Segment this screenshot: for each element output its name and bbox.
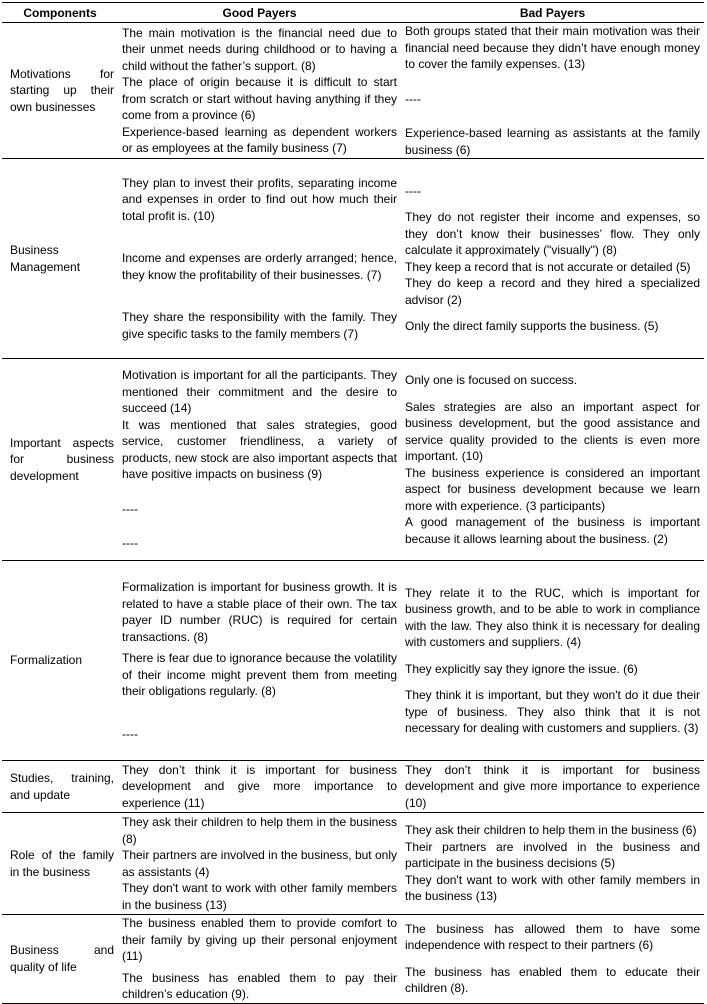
bad-payers-item: ---- [405, 183, 421, 198]
component-label: Important aspects for business development [10, 435, 114, 483]
bad-payers-cell [401, 359, 704, 561]
good-payers-item: They ask their children to help them in the business (8) [122, 815, 397, 846]
table-row-family-role [2, 813, 704, 915]
good-payers-cell [118, 159, 401, 359]
bad-payers-item: They don't want to work with other family members in the business (13) [405, 872, 700, 904]
bad-payers-item: The business has enabled them to educate their children (8). [405, 964, 700, 996]
component-cell [2, 761, 118, 813]
bad-payers-item: The business experience is considered an important aspect for business development because we learn more with experience. (3 participants) [405, 465, 700, 513]
component-cell [2, 915, 118, 1004]
component-label: Business and quality of life [10, 943, 114, 974]
bad-payers-item: Sales strategies are also an important aspect for business development, but the good assistance and service quality provided to the clients is even more important. (10) [405, 399, 700, 463]
bad-payers-cell [401, 915, 704, 1004]
bad-payers-item: They ask their children to help them in the business (6) [405, 823, 697, 838]
good-payers-cell [118, 561, 401, 761]
bad-payers-cell [401, 761, 704, 813]
bad-payers-cell [401, 561, 704, 761]
good-payers-item: They don't want to work with other family members in the business (13) [122, 881, 397, 912]
good-payers-item: Their partners are involved in the business, but only as assistants (4) [122, 848, 397, 879]
good-payers-item: Formalization is important for business growth. It is related to have a stable place of their own. The tax payer ID number (RUC) is required for certain transactions. (8) [122, 580, 397, 644]
bad-payers-cell [401, 23, 704, 159]
good-payers-item: It was mentioned that sales strategies, good service, customer friendliness, a variety of products, new stock are also important aspects that have positive impacts on business (9) [122, 417, 397, 482]
good-payers-item: They plan to invest their profits, separating income and expenses in order to find out how much their total profit is. (10) [122, 175, 397, 223]
component-label: Role of the family in the business [10, 848, 114, 879]
bad-payers-item: They do not register their income and expenses, so they don’t know their businesses’ flow. They only calculate it approximately ("visually") (8) [405, 210, 700, 257]
table-row-important-aspects [2, 359, 704, 561]
good-payers-item: They share the responsibility with the family. They give specific tasks to the family members (7) [122, 310, 397, 341]
comparison-table [2, 2, 704, 1004]
bad-payers-item: Their partners are involved in the business and participate in the business decisions (5) [405, 839, 700, 871]
table-row-business-management [2, 159, 704, 359]
bad-payers-item: They don’t think it is important for business development and give more importance to experience (10) [405, 762, 700, 810]
bad-payers-item: Both groups stated that their main motivation was their financial need because they didn’t have enough money to cover the family expenses. (13) [405, 24, 700, 71]
bad-payers-item: They do keep a record and they hired a specialized advisor (2) [405, 276, 700, 307]
component-label: Motivations for starting up their own businesses [10, 66, 114, 114]
bad-payers-item: They think it is important, but they won't do it due their type of business. They also think that it is not necessary for dealing with customers and suppliers. (3) [405, 688, 700, 735]
bad-payers-item: Only one is focused on success. [405, 373, 578, 387]
bad-payers-item: ---- [405, 91, 421, 106]
component-label: Business Management [10, 243, 81, 274]
good-payers-item: There is fear due to ignorance because the volatility of their income might prevent them from meeting their obligations regularly. (8) [122, 651, 397, 698]
header-components: Components [2, 3, 118, 23]
good-payers-item: Income and expenses are orderly arranged; hence, they know the profitability of their businesses. (7) [122, 251, 397, 282]
table-row-studies [2, 761, 704, 813]
bad-payers-item: A good management of the business is important because it allows learning about the business. (2) [405, 515, 700, 546]
component-cell [2, 561, 118, 761]
table-row-motivations [2, 23, 704, 159]
good-payers-item: The business has enabled them to pay their children’s education (9). [122, 970, 397, 1001]
good-payers-cell [118, 23, 401, 159]
good-payers-cell [118, 359, 401, 561]
header-good-payers: Good Payers [118, 3, 401, 23]
good-payers-item: The business enabled them to provide comfort to their family by giving up their personal enjoyment (11) [122, 916, 397, 963]
table-row-formalization [2, 561, 704, 761]
good-payers-item: Experience-based learning as dependent workers or as employees at the family business (7) [122, 124, 397, 155]
component-cell [2, 359, 118, 561]
bad-payers-cell [401, 159, 704, 359]
component-label: Studies, training, and update [10, 771, 114, 802]
bad-payers-item: The business has allowed them to have some independence with respect to their partners (6) [405, 921, 700, 953]
good-payers-item: They don’t think it is important for business development and give more importance to experience (11) [122, 762, 397, 810]
component-cell [2, 813, 118, 915]
good-payers-cell [118, 813, 401, 915]
good-payers-item: ---- [122, 726, 138, 741]
bad-payers-item: They explicitly say they ignore the issue. (6) [405, 661, 638, 676]
good-payers-cell [118, 761, 401, 813]
header-bad-payers: Bad Payers [401, 3, 704, 23]
bad-payers-cell [401, 813, 704, 915]
good-payers-item: Motivation is important for all the participants. They mentioned their commitment and the desire to succeed (14) [122, 368, 397, 416]
bad-payers-item: Only the direct family supports the business. (5) [405, 319, 659, 333]
good-payers-item: The place of origin because it is difficult to start from scratch or start without having anything if they come from a province (6) [122, 75, 397, 122]
good-payers-item: The main motivation is the financial need due to their unmet needs during childhood or to having a child without the father’s support. (8) [122, 25, 397, 73]
bad-payers-item: They relate it to the RUC, which is important for business growth, and to be able to work in compliance with the law. They also think it is necessary for dealing with customers and suppliers. (4) [405, 585, 700, 649]
bad-payers-item: They keep a record that is not accurate or detailed (5) [405, 259, 691, 274]
component-cell [2, 23, 118, 159]
component-cell [2, 159, 118, 359]
component-label: Formalization [10, 653, 83, 668]
good-payers-item: ---- [122, 501, 138, 516]
good-payers-cell [118, 915, 401, 1004]
header-row [2, 3, 704, 23]
bad-payers-item: Experience-based learning as assistants at the family business (6) [405, 126, 700, 157]
table-row-quality-of-life [2, 915, 704, 1004]
good-payers-item: ---- [122, 536, 138, 551]
